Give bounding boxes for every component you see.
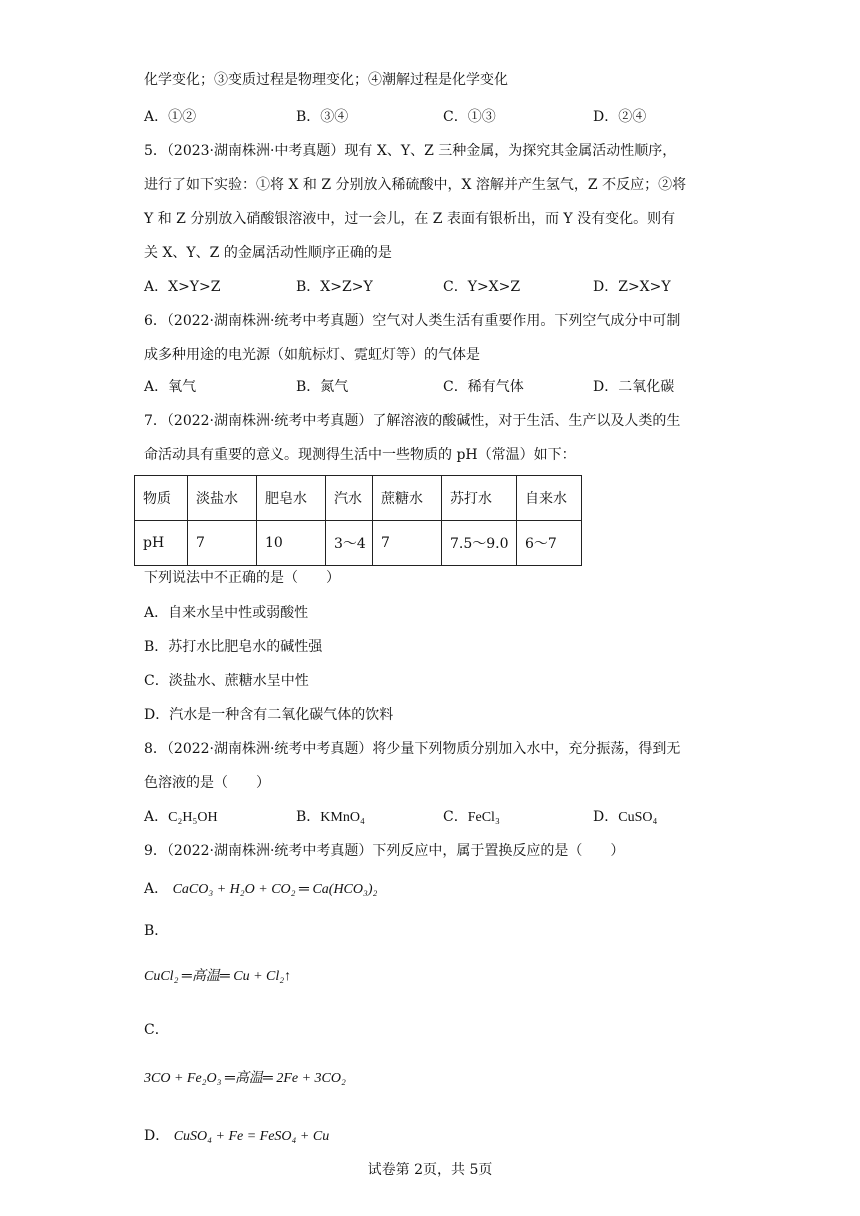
q9-option-b-equation: CuCl₂ ═高温═ Cu + Cl₂↑ <box>144 969 292 984</box>
q6-option-d: D．二氧化碳 <box>593 379 675 395</box>
ph-table-header-cell: 蔗糖水 <box>373 476 442 521</box>
q5-text-1: 5．（2023·湖南株洲·中考真题）现有 X、Y、Z 三种金属，为探究其金属活动性顺序， <box>144 143 677 159</box>
q7-option-d: D．汽水是一种含有二氧化碳气体的饮料 <box>144 707 394 723</box>
ph-table-cell: 7 <box>373 521 442 566</box>
q5-text-3: Y 和 Z 分别放入硝酸银溶液中，过一会儿，在 Z 表面有银析出，而 Y 没有变化。则有 <box>144 211 676 227</box>
q5-text-4: 关 X、Y、Z 的金属活动性顺序正确的是 <box>144 245 392 261</box>
q8-option-d-formula: CuSO₄ <box>618 810 658 825</box>
q8-option-c-formula: FeCl₃ <box>467 810 500 825</box>
q7-option-c: C．淡盐水、蔗糖水呈中性 <box>144 673 309 689</box>
q9-option-d <box>144 1126 329 1147</box>
q7-option-a: A．自来水呈中性或弱酸性 <box>144 605 309 621</box>
q9-option-c-label: C． <box>144 1022 169 1038</box>
q4-option-a: A．①② <box>144 109 197 125</box>
q9-option-a <box>144 879 377 900</box>
q4-option-c: C．①③ <box>443 109 496 125</box>
q9-option-d-equation: CuSO₄ + Fe = FeSO₄ + Cu <box>173 1129 330 1144</box>
ph-table-header-cell: 物质 <box>135 476 188 521</box>
q6-text-2: 成多种用途的电光源（如航标灯、霓虹灯等）的气体是 <box>144 347 480 363</box>
q8-option-b-formula: KMnO₄ <box>320 810 365 825</box>
q8-option-d <box>593 807 657 828</box>
q6-option-a: A．氧气 <box>144 379 197 395</box>
ph-table-value-row <box>135 521 582 566</box>
ph-table <box>134 475 582 566</box>
ph-table-header-cell: 淡盐水 <box>188 476 257 521</box>
q8-option-b <box>296 807 365 828</box>
ph-table-cell: 6～7 <box>517 521 582 566</box>
q9-text: 9．（2022·湖南株洲·统考中考真题）下列反应中，属于置换反应的是（ ） <box>144 843 625 859</box>
q8-option-a-formula: C₂H₅OH <box>168 810 218 825</box>
ph-table-header-cell: 汽水 <box>326 476 373 521</box>
q5-option-d: D．Z>X>Y <box>593 279 671 295</box>
q6-text-1: 6．（2022·湖南株洲·统考中考真题）空气对人类生活有重要作用。下列空气成分中可制 <box>144 313 681 329</box>
q4-option-d: D．②④ <box>593 109 647 125</box>
q9-option-d-label: D． <box>144 1128 170 1144</box>
q7-text-2: 命活动具有重要的意义。现测得生活中一些物质的 pH（常温）如下： <box>144 447 576 463</box>
q8-option-a-label: A． <box>144 809 169 825</box>
q7-option-b: B．苏打水比肥皂水的碱性强 <box>144 639 323 655</box>
q8-option-c <box>443 807 500 828</box>
ph-table-header-cell: 自来水 <box>517 476 582 521</box>
ph-table-cell: 7.5～9.0 <box>442 521 517 566</box>
q7-text-1: 7．（2022·湖南株洲·统考中考真题）了解溶液的酸碱性，对于生活、生产以及人类的生 <box>144 413 681 429</box>
q8-option-b-label: B． <box>296 809 321 825</box>
page-footer: 试卷第 2页，共 5页 <box>367 1162 493 1178</box>
q9-option-c-equation: 3CO + Fe₂O₃ ═高温═ 2Fe + 3CO₂ <box>144 1071 346 1086</box>
q8-option-d-label: D． <box>593 809 619 825</box>
q6-option-b: B．氮气 <box>296 379 349 395</box>
ph-table-cell: 7 <box>188 521 257 566</box>
q4-text-tail: 化学变化；③变质过程是物理变化；④潮解过程是化学变化 <box>144 72 508 88</box>
q5-option-b: B．X>Z>Y <box>296 279 373 295</box>
q9-option-b-label: B． <box>144 923 169 939</box>
ph-table-header-row <box>135 476 582 521</box>
ph-table-header-cell: 苏打水 <box>442 476 517 521</box>
ph-table-cell: 10 <box>257 521 326 566</box>
q9-option-a-label: A． <box>144 881 169 897</box>
q8-option-a <box>144 807 218 828</box>
q8-text-1: 8．（2022·湖南株洲·统考中考真题）将少量下列物质分别加入水中，充分振荡，得到无 <box>144 741 681 757</box>
q7-text-3: 下列说法中不正确的是（ ） <box>144 570 340 586</box>
ph-table-header-cell: 肥皂水 <box>257 476 326 521</box>
q6-option-c: C．稀有气体 <box>443 379 524 395</box>
q5-option-c: C．Y>X>Z <box>443 279 521 295</box>
q5-text-2: 进行了如下实验：①将 X 和 Z 分别放入稀硫酸中，X 溶解并产生氢气，Z 不反应；②将 <box>144 177 687 193</box>
q8-option-c-label: C． <box>443 809 468 825</box>
q4-option-b: B．③④ <box>296 109 349 125</box>
q9-option-a-equation: CaCO₃ + H₂O + CO₂ ═ Ca(HCO₃)₂ <box>172 882 378 897</box>
ph-table-cell: 3～4 <box>326 521 373 566</box>
q8-text-2: 色溶液的是（ ） <box>144 775 270 791</box>
ph-table-cell: pH <box>135 521 188 566</box>
q5-option-a: A．X>Y>Z <box>144 279 221 295</box>
